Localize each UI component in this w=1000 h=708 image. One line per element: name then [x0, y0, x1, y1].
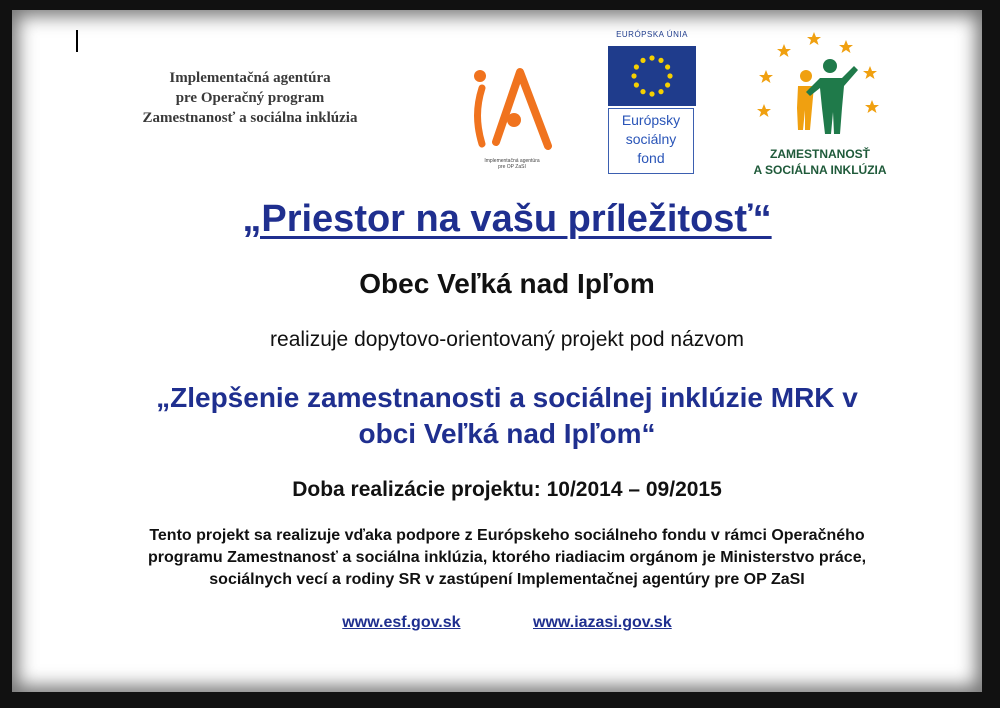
poster-page [12, 10, 982, 692]
zasi-logo-graphic [750, 30, 890, 142]
eu-flag-icon [608, 46, 696, 106]
funding-line-1: Tento projekt sa realizuje vďaka podpore z Európskeho sociálneho fondu v rámci Operačného [149, 527, 865, 544]
esf-line-1: Európsky [621, 112, 681, 128]
funding-line-2: programu Zamestnanosť a sociálna inklúzia, ktorého riadiacim orgánom je Ministerstvo práce, [147, 549, 867, 566]
ia-caption-line-1: Implementačná agentúra [484, 158, 540, 164]
zasi-logo-caption [750, 146, 890, 178]
project-duration: Doba realizácie projektu: 10/2014 – 09/2015 [292, 478, 722, 501]
ia-logo [462, 62, 562, 174]
ia-logo-caption [462, 158, 562, 170]
project-title [72, 380, 942, 452]
poster-headline: „Priestor na vašu príležitosť“ [242, 198, 772, 240]
agency-line-1: Implementačná agentúra [169, 70, 331, 86]
esf-line-3: fond [637, 150, 665, 166]
municipality-name: Obec Veľká nad Ipľom [359, 268, 655, 299]
agency-line-3: Zamestnanosť a sociálna inklúzia [142, 110, 358, 126]
links-row [12, 614, 1000, 632]
project-title-line-1: „Zlepšenie zamestnanosti a sociálnej inklúzie MRK v [156, 382, 858, 413]
esf-link[interactable]: www.esf.gov.sk [342, 614, 461, 631]
zasi-line-2: A SOCIÁLNA INKLÚZIA [753, 163, 887, 177]
funding-statement [52, 525, 962, 591]
text-cursor-mark [76, 30, 78, 52]
agency-name-block [110, 68, 390, 128]
ia-caption-line-2: pre OP ZaSI [498, 164, 526, 170]
funding-line-3: sociálnych vecí a rodiny SR v zastúpení Implementačnej agentúry pre OP ZaSI [209, 571, 805, 588]
project-title-line-2: obci Veľká nad Ipľom“ [358, 418, 656, 449]
iazasi-link[interactable]: www.iazasi.gov.sk [533, 614, 672, 631]
zasi-line-1: ZAMESTNANOSŤ [770, 147, 870, 161]
agency-line-2: pre Operačný program [175, 90, 325, 106]
eu-label: EURÓPSKA ÚNIA [616, 30, 688, 39]
ia-logo-graphic [462, 62, 562, 158]
esf-label-box [608, 108, 694, 174]
realizes-line: realizuje dopytovo-orientovaný projekt pod názvom [270, 328, 744, 351]
zasi-logo [750, 30, 890, 182]
esf-line-2: sociálny [625, 131, 677, 147]
eu-esf-logo [604, 30, 700, 176]
